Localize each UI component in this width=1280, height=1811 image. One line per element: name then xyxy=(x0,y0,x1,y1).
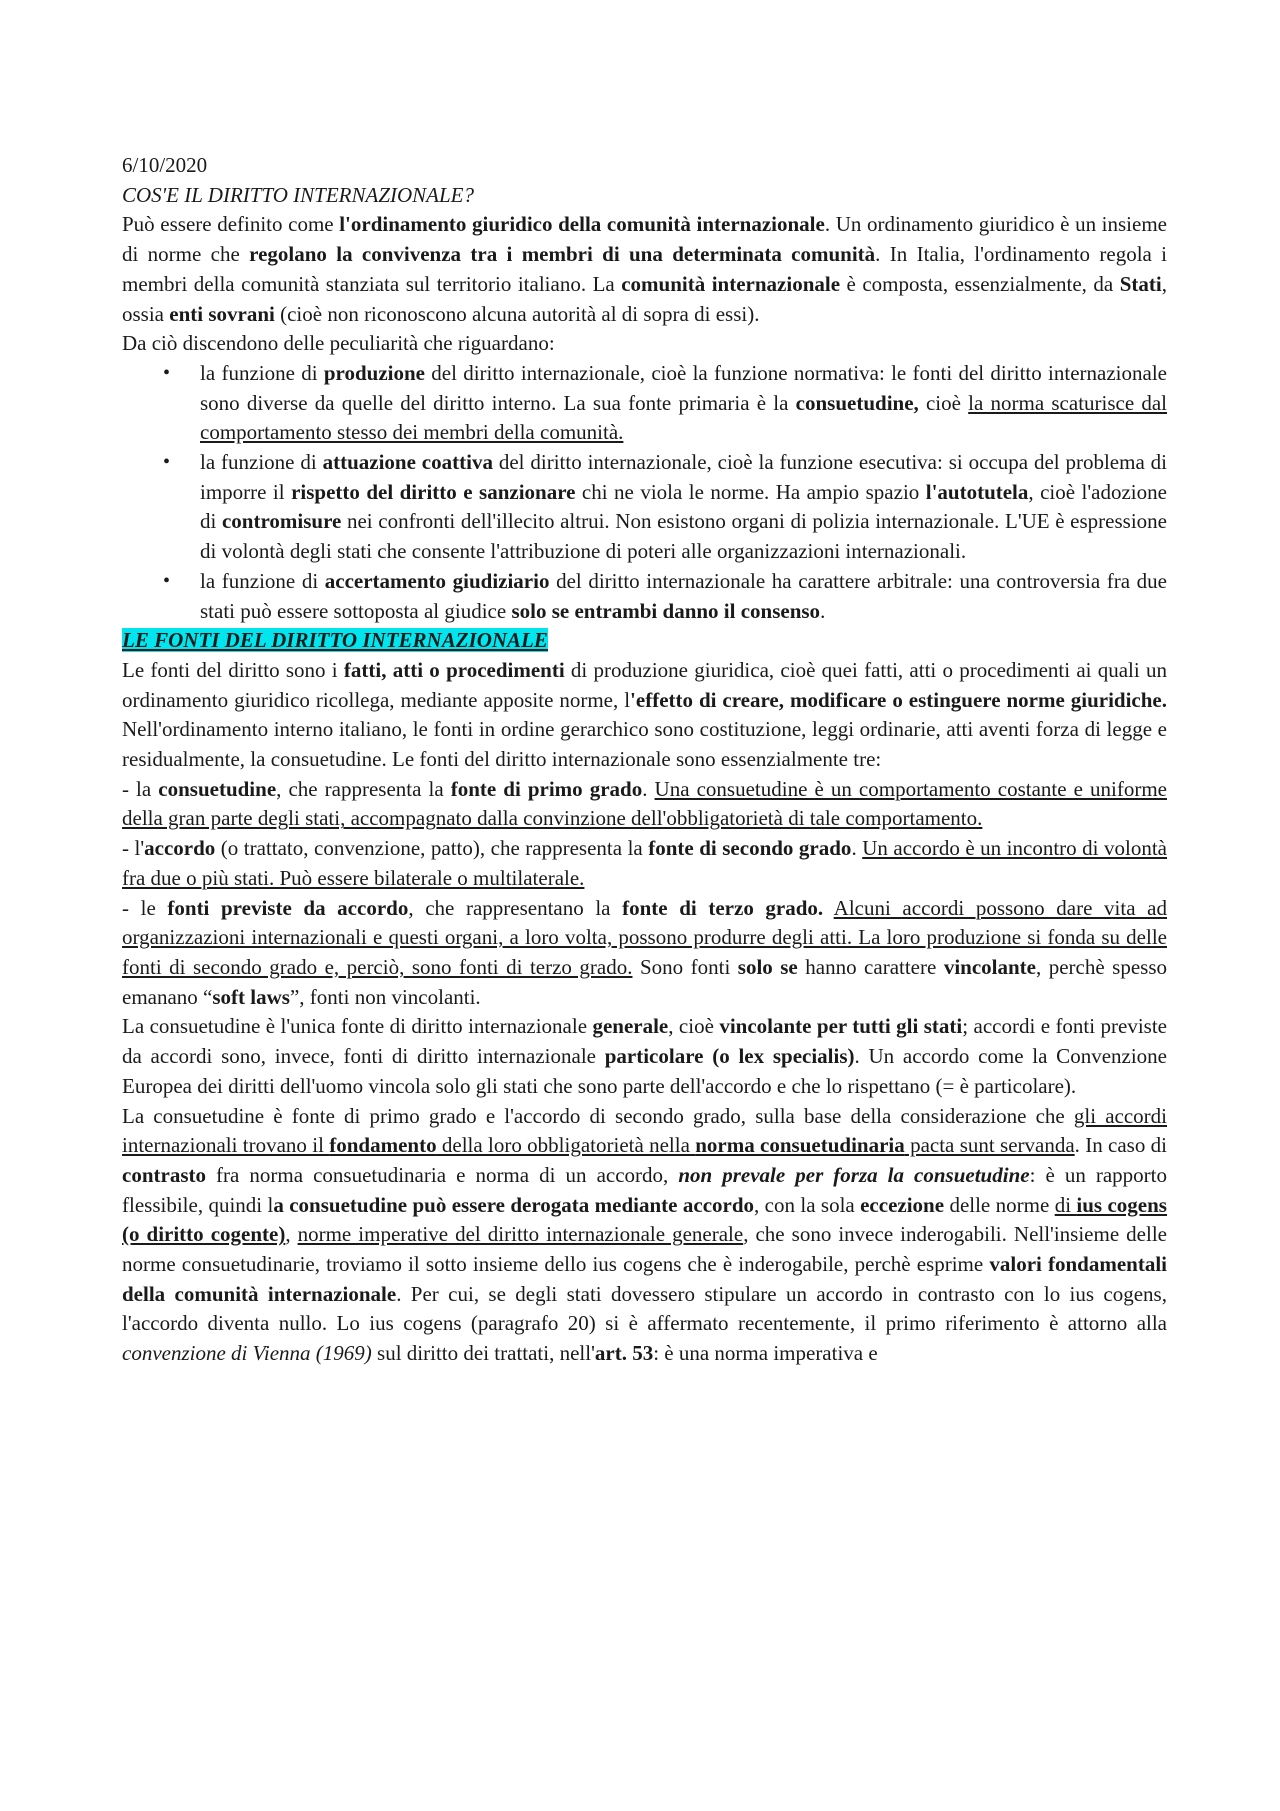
text-run: regolano la convivenza tra i membri di una determinata comunità xyxy=(249,242,876,267)
text-run: convenzione di Vienna (1969) xyxy=(122,1341,372,1366)
text-run: la funzione di xyxy=(200,360,324,385)
text-run: - l' xyxy=(122,836,145,861)
text-run: 'effetto di creare, modificare o estinguere norme giuridiche. xyxy=(630,687,1167,712)
text-run: produzione xyxy=(323,360,425,385)
intro-paragraph xyxy=(122,210,1167,329)
text-run: consuetudine, xyxy=(795,390,919,415)
text-run: del diritto internazionale, cioè la funzione esecutiva: si occupa del problema di imporre il xyxy=(200,450,1167,504)
text-run: soft laws xyxy=(212,984,290,1009)
text-run: rispetto del diritto e sanzionare xyxy=(291,479,576,504)
text-run: solo se xyxy=(737,954,798,979)
text-run: ius cogens (o diritto cogente) xyxy=(122,1192,1167,1247)
text-run: , ossia xyxy=(122,271,1167,326)
text-run: fonte di terzo grado. xyxy=(622,895,824,920)
text-run: hanno carattere xyxy=(797,954,944,979)
text-run xyxy=(823,896,833,920)
peculiarities-list xyxy=(122,359,1167,626)
text-run: , perchè spesso emanano “ xyxy=(122,954,1167,1009)
list-item xyxy=(200,359,1167,448)
text-run: della loro obbligatorietà nella xyxy=(436,1133,696,1158)
custom-paragraph xyxy=(122,775,1167,834)
text-run: di produzione giuridica, cioè quei fatti, atti o procedimenti ai quali un ordinamento giuridico ricollega, mediante apposite norme, l xyxy=(122,657,1167,712)
third-source-paragraph xyxy=(122,894,1167,1013)
text-run: , cioè xyxy=(668,1014,720,1039)
text-run: Un accordo è un incontro di volontà fra due o più stati. Può essere bilaterale o multilaterale. xyxy=(122,836,1167,890)
text-run: cioè xyxy=(918,390,969,415)
text-run: : è una norma imperativa e xyxy=(653,1341,878,1366)
text-run: fonti previste da accordo xyxy=(167,895,409,920)
text-run: Può essere definito come xyxy=(122,212,340,237)
text-run: . Un ordinamento giuridico è un insieme di norme che xyxy=(122,212,1167,267)
text-run: : è un rapporto flessibile, quindi l xyxy=(122,1162,1168,1217)
text-run: . In Italia, l'ordinamento regola i membri della comunità stanziata sul territorio italiano. La xyxy=(122,242,1168,296)
text-run: a consuetudine può essere derogata mediante accordo xyxy=(273,1192,755,1217)
text-run: ”, fonti non vincolanti. xyxy=(289,984,481,1009)
text-run: consuetudine xyxy=(158,776,277,801)
text-run: , xyxy=(285,1222,298,1247)
text-run: di xyxy=(1054,1192,1077,1217)
document-date: 6/10/2020 xyxy=(122,153,208,177)
document-page xyxy=(122,151,1167,1369)
text-run: , con la sola xyxy=(754,1192,861,1217)
text-run: gli accordi internazionali trovano il xyxy=(122,1103,1167,1158)
text-run: . xyxy=(820,598,826,623)
text-run: Stati xyxy=(1119,271,1162,296)
text-run: del diritto internazionale, cioè la funzione normativa: le fonti del diritto internazionale sono diverse da quelle del diritto interno. La sua fonte primaria è la xyxy=(200,360,1167,415)
text-run: La consuetudine è l'unica fonte di diritto internazionale xyxy=(122,1014,593,1039)
text-run: La consuetudine è fonte di primo grado e l'accordo di secondo grado, sulla base della considerazione che xyxy=(122,1103,1074,1128)
text-run: Nell'ordinamento interno italiano, le fonti in ordine gerarchico sono costituzione, leggi ordinarie, atti aventi forza di legge e residualmente, la consuetudine. Le fonti del diritto internazionale sono essenzialmente tre: xyxy=(122,717,1167,772)
text-run: la norma scaturisce dal comportamento stesso dei membri della comunità. xyxy=(200,390,1168,445)
text-run: attuazione coattiva xyxy=(322,450,493,475)
text-run: Da ciò discendono delle peculiarità che riguardano: xyxy=(122,331,555,356)
text-run: accordo xyxy=(144,836,216,861)
text-run: norma consuetudinaria xyxy=(695,1133,905,1158)
text-run: , che sono invece inderogabili. Nell'insieme delle norme consuetudinarie, troviamo il sotto insieme dello ius cogens che è inderogabile, perchè esprime xyxy=(122,1222,1167,1277)
text-run: fatti, atti o procedimenti xyxy=(343,657,565,682)
text-run: contromisure xyxy=(221,509,342,534)
text-run: art. 53 xyxy=(594,1341,654,1366)
text-run: vincolante xyxy=(943,954,1036,979)
text-run: , che rappresentano la xyxy=(408,895,623,920)
text-run: fra norma consuetudinaria e norma di un accordo, xyxy=(205,1162,679,1187)
text-run: delle norme xyxy=(944,1192,1055,1217)
text-run: l'ordinamento giuridico della comunità internazionale xyxy=(339,212,825,237)
text-run: Una consuetudine è un comportamento costante e uniforme della gran parte degli stati, accompagnato dalla convinzione dell'obbligatorietà di tale comportamento. xyxy=(122,776,1167,831)
text-run: l'autotutela xyxy=(925,479,1029,504)
list-item xyxy=(200,567,1167,626)
document-title: COS'E IL DIRITTO INTERNAZIONALE? xyxy=(122,182,475,207)
text-run: particolare (o lex specialis) xyxy=(604,1044,855,1069)
text-run: valori fondamentali della comunità internazionale xyxy=(122,1252,1167,1306)
text-run: non prevale per forza la consuetudine xyxy=(678,1162,1030,1187)
text-run: (cioè non riconoscono alcuna autorità al di sopra di essi). xyxy=(274,301,760,326)
text-run: pacta sunt servanda xyxy=(904,1133,1075,1158)
text-run: fonte di primo grado xyxy=(450,776,643,801)
text-run: - la xyxy=(122,776,159,801)
text-run: accertamento giudiziario xyxy=(324,568,550,593)
text-run: Le fonti del diritto sono i xyxy=(122,657,344,682)
text-run: . xyxy=(851,836,863,861)
text-run: (o trattato, convenzione, patto), che rappresenta la xyxy=(215,836,649,861)
text-run: norme imperative del diritto internazionale generale xyxy=(297,1222,744,1247)
text-run: . Un accordo come la Convenzione Europea dei diritti dell'uomo vincola solo gli stati che sono parte dell'accordo e che lo rispettano (= è particolare). xyxy=(122,1044,1167,1098)
text-run: Sono fonti xyxy=(632,954,738,979)
text-run: la funzione di xyxy=(200,450,323,475)
text-run: vincolante per tutti gli stati xyxy=(719,1014,963,1039)
text-run: fondamento xyxy=(329,1133,437,1158)
agreement-paragraph xyxy=(122,834,1167,893)
text-run: contrasto xyxy=(122,1162,206,1187)
text-run: nei confronti dell'illecito altrui. Non esistono organi di polizia internazionale. L'UE è espressione di volontà degli stati che consente l'attribuzione di poteri alle organizzazioni internazionali. xyxy=(200,509,1167,564)
text-run: ; accordi e fonti previste da accordi sono, invece, fonti di diritto internazionale xyxy=(122,1014,1167,1069)
text-run: . xyxy=(642,776,655,801)
text-run: eccezione xyxy=(860,1192,945,1217)
lead-paragraph xyxy=(122,329,1167,359)
text-run: fonte di secondo grado xyxy=(648,836,852,861)
text-run: solo se entrambi danno il consenso xyxy=(511,598,821,623)
text-run: Alcuni accordi possono dare vita ad organizzazioni internazionali e questi organi, a loro volta, possono produrre degli atti. La loro produzione si fonda su delle fonti di secondo grado e, perciò, sono fonti di terzo grado. xyxy=(122,895,1167,979)
text-run: del diritto internazionale ha carattere arbitrale: una controversia fra due stati può essere sottoposta al giudice xyxy=(200,568,1167,623)
text-run: , che rappresenta la xyxy=(276,776,451,801)
text-run: . Per cui, se degli stati dovessero stipulare un accordo in contrasto con lo ius cogens, l'accordo diventa nullo. Lo ius cogens (paragrafo 20) si è affermato recentemente, il primo riferimento è attorno alla xyxy=(122,1281,1167,1336)
text-run: enti sovrani xyxy=(169,301,275,326)
text-run: , cioè l'adozione di xyxy=(200,479,1167,534)
list-item xyxy=(200,448,1167,567)
ius-cogens-paragraph xyxy=(122,1102,1167,1369)
text-run: chi ne viola le norme. Ha ampio spazio xyxy=(575,479,926,504)
text-run: la funzione di xyxy=(200,568,325,593)
text-run: sul diritto dei trattati, nell' xyxy=(371,1341,595,1366)
section-heading: LE FONTI DEL DIRITTO INTERNAZIONALE xyxy=(122,628,548,653)
text-run: comunità internazionale xyxy=(621,271,841,296)
text-run: è composta, essenzialmente, da xyxy=(840,271,1120,296)
text-run: . In caso di xyxy=(1074,1133,1168,1158)
text-run: generale xyxy=(592,1014,669,1039)
text-run: - le xyxy=(122,895,168,920)
general-law-paragraph xyxy=(122,1012,1167,1101)
sources-paragraph xyxy=(122,656,1167,775)
